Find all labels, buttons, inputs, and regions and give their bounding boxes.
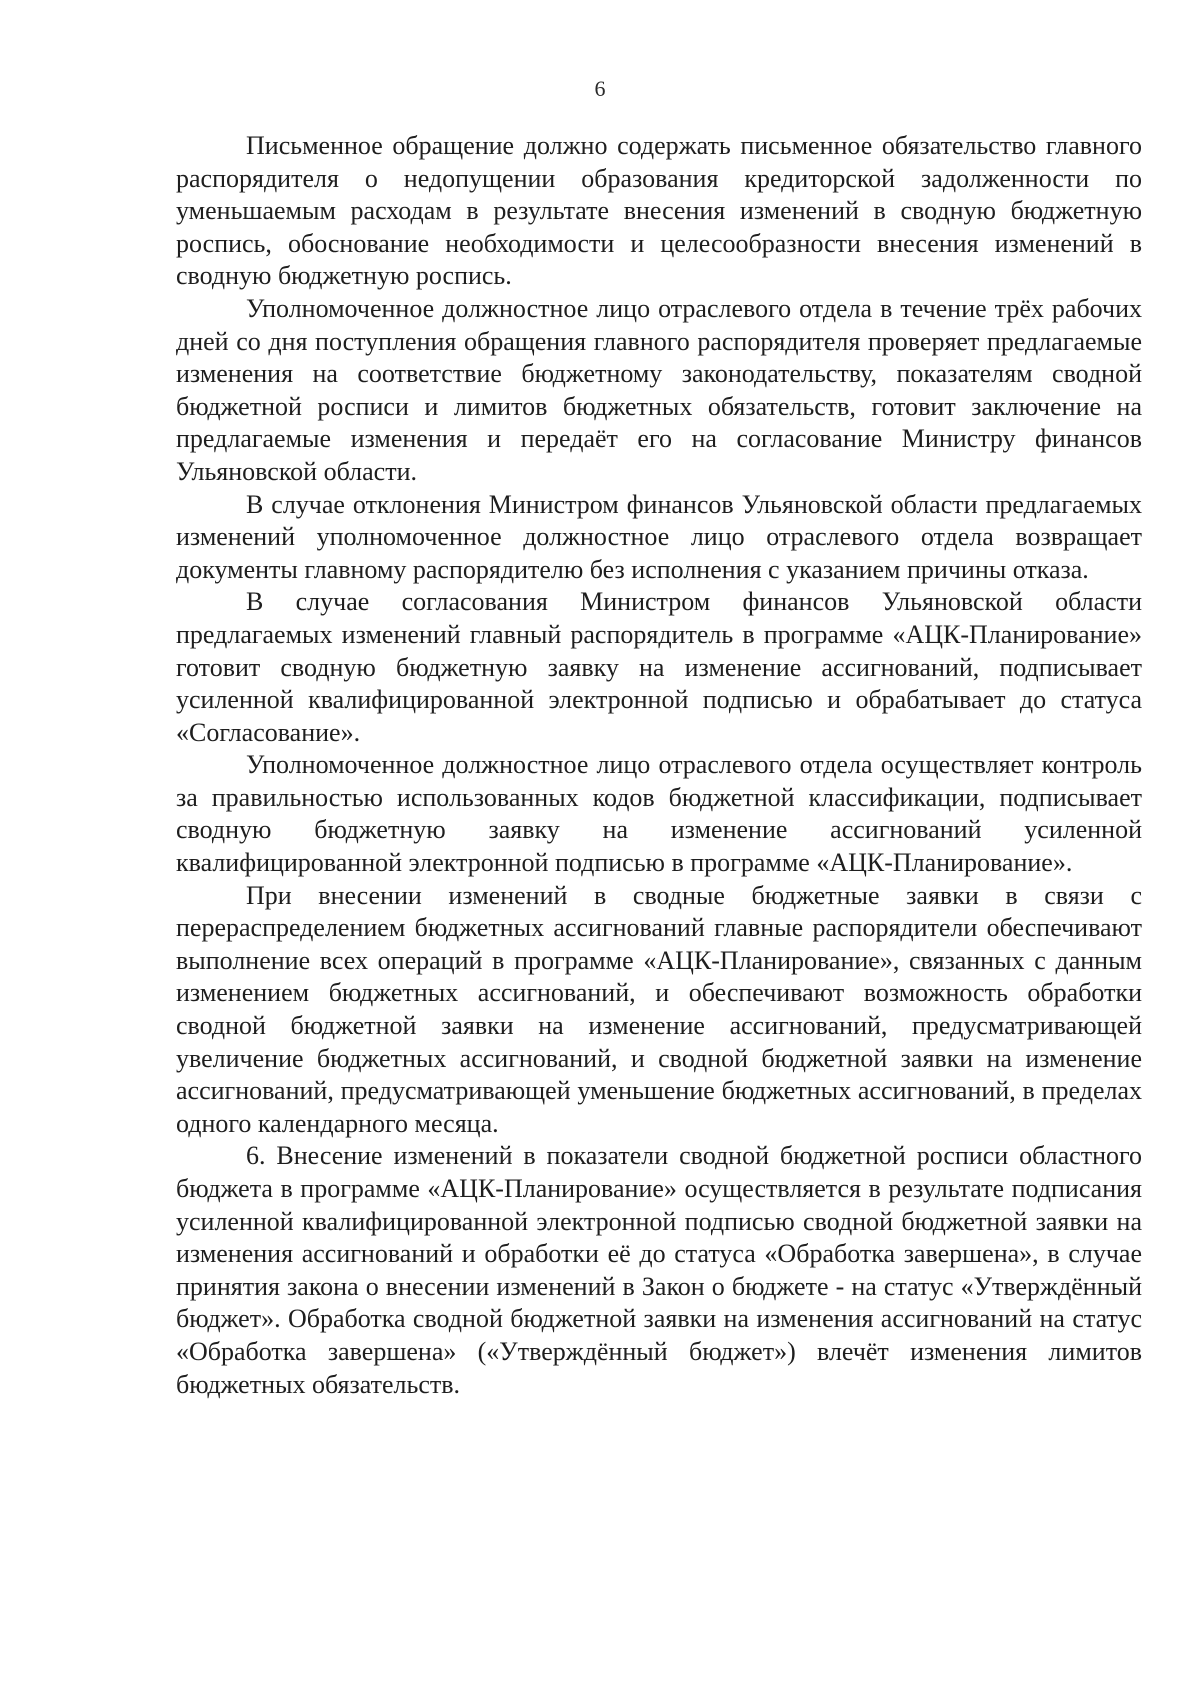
paragraph-written-request: Письменное обращение должно содержать письменное обязательство главного распорядителя о недопущении образования кредиторской задолженности по уменьшаемым расходам в результате внесения изменений в сводную бюджетную роспись, обоснование необходимости и целесообразности внесения изменений в сводную бюджетную роспись. [176,131,1142,291]
paragraph-official-review: Уполномоченное должностное лицо отраслевого отдела в течение трёх рабочих дней со дня поступления обращения главного распорядителя проверяет предлагаемые изменения на соответствие бюджетному законодательству, показателям сводной бюджетной росписи и лимитов бюджетных обязательств, готовит заключение на предлагаемые изменения и передаёт его на согласование Министру финансов Ульяновской области. [176,293,1142,486]
paragraph-approval: В случае согласования Министром финансов Ульяновской области предлагаемых изменений главный распорядитель в программе «АЦК-Планирование» готовит сводную бюджетную заявку на изменение ассигнований, подписывает усиленной квалифицированной электронной подписью и обрабатывает до статуса «Согласование». [176,587,1142,747]
page-number: 6 [594,76,606,101]
paragraph-control: Уполномоченное должностное лицо отраслевого отдела осуществляет контроль за правильностью использованных кодов бюджетной классификации, подписывает сводную бюджетную заявку на изменение ассигнований усиленной квалифицированной электронной подписью в программе «АЦК-Планирование». [176,750,1142,878]
paragraph-item-6: 6. Внесение изменений в показатели сводной бюджетной росписи областного бюджета в программе «АЦК-Планирование» осуществляется в результате подписания усиленной квалифицированной электронной подписью сводной бюджетной заявки на изменения ассигнований и обработки её до статуса «Обработка завершена», в случае принятия закона о внесении изменений в Закон о бюджете - на статус «Утверждённый бюджет». Обработка сводной бюджетной заявки на изменения ассигнований на статус «Обработка завершена» («Утверждённый бюджет») влечёт изменения лимитов бюджетных обязательств. [176,1141,1142,1399]
paragraph-redistribution: При внесении изменений в сводные бюджетные заявки в связи с перераспределением бюджетных ассигнований главные распорядители обеспечивают выполнение всех операций в программе «АЦК-Планирование», связанных с данным изменением бюджетных ассигнований, и обеспечивают возможность обработки сводной бюджетной заявки на изменение ассигнований, предусматривающей увеличение бюджетных ассигнований, и сводной бюджетной заявки на изменение ассигнований, предусматривающей уменьшение бюджетных ассигнований, в пределах одного календарного месяца. [176,880,1142,1138]
document-body [176,130,1142,1401]
paragraph-rejection: В случае отклонения Министром финансов Ульяновской области предлагаемых изменений уполномоченное должностное лицо отраслевого отдела возвращает документы главному распорядителю без исполнения с указанием причины отказа. [176,489,1142,584]
